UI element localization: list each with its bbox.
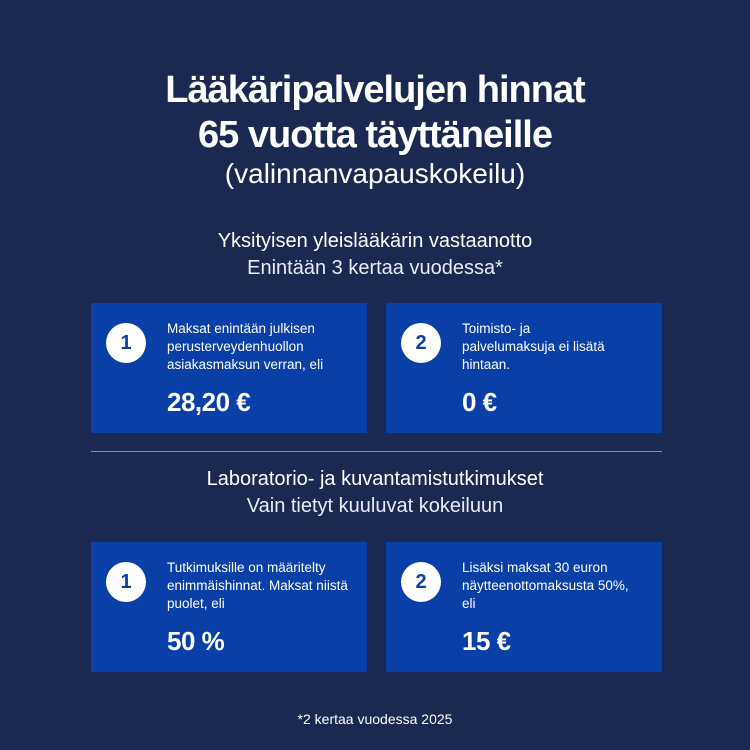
page-subtitle: (valinnanvapauskokeilu)	[224, 158, 526, 189]
section-1-heading: Yksityisen yleislääkärin vastaanotto	[217, 230, 533, 252]
card-description: Maksat enintään julkisen perusterveydenhuollon asiakasmaksun verran, eli	[167, 321, 324, 372]
section-2-subheading: Vain tietyt kuuluvat kokeiluun	[246, 495, 504, 517]
section-2-card-2	[386, 542, 662, 672]
card-price: 28,20 €	[167, 387, 251, 417]
step-number-badge: 2	[401, 323, 441, 363]
section-1-card-1	[91, 303, 367, 433]
footnote: *2 kertaa vuodessa 2025	[297, 711, 453, 727]
card-price: 50 %	[167, 626, 225, 656]
page-title-line-1: Lääkäripalvelujen hinnat	[165, 69, 585, 111]
card-description: Toimisto- ja palvelumaksuja ei lisätä hintaan.	[462, 321, 605, 372]
step-number-badge: 1	[106, 323, 146, 363]
section-1-card-2	[386, 303, 662, 433]
section-1-subheading: Enintään 3 kertaa vuodessa*	[247, 257, 503, 279]
card-price: 15 €	[462, 626, 511, 656]
card-description: Lisäksi maksat 30 euron näytteenottomaksusta 50%, eli	[462, 560, 629, 611]
section-2-heading: Laboratorio- ja kuvantamistutkimukset	[206, 468, 544, 490]
card-price: 0 €	[462, 387, 497, 417]
section-divider	[91, 451, 662, 452]
card-description: Tutkimuksille on määritelty enimmäishinnat. Maksat niistä puolet, eli	[167, 560, 348, 611]
section-2-card-1	[91, 542, 367, 672]
step-number-badge: 1	[106, 562, 146, 602]
page-title-line-2: 65 vuotta täyttäneille	[198, 114, 552, 156]
step-number-badge: 2	[401, 562, 441, 602]
